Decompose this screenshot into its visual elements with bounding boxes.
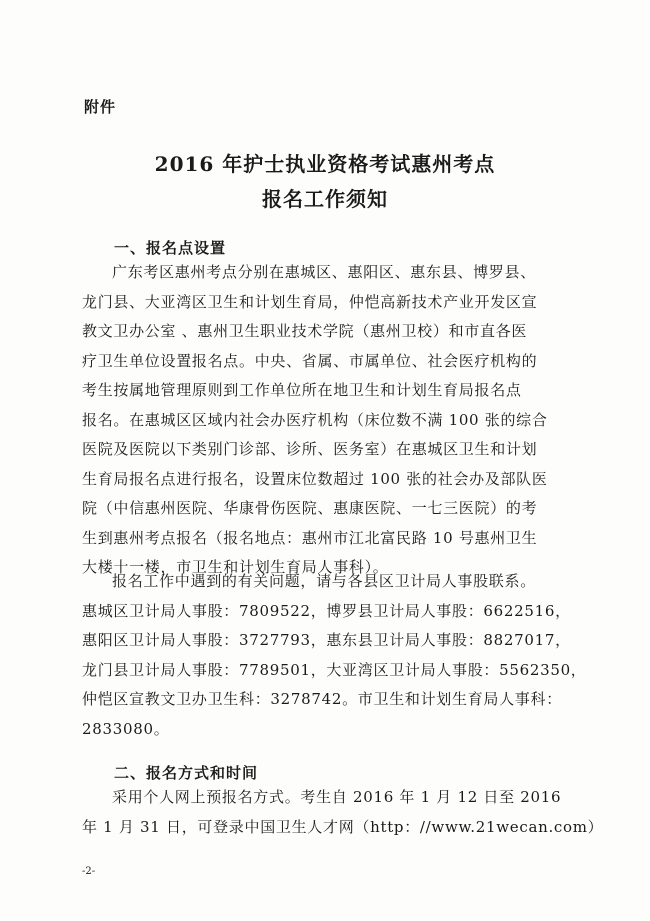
text-line: 院（中信惠州医院、华康骨伤医院、惠康医院、一七三医院）的考 bbox=[82, 499, 538, 517]
paragraph-contacts bbox=[82, 567, 587, 744]
text-line: 惠城区卫计局人事股：7809522，博罗县卫计局人事股：6622516， bbox=[82, 601, 571, 620]
text-line: 医院及医院以下类别门诊部、诊所、医务室）在惠城区卫生和计划 bbox=[82, 440, 538, 458]
text-line: 报名。在惠城区区域内社会办医疗机构（床位数不满 100 张的综合 bbox=[82, 410, 548, 429]
attachment-label: 附件 bbox=[84, 98, 117, 116]
document-title-line1: 2016 年护士执业资格考试惠州考点 bbox=[154, 152, 496, 176]
text-line: 采用个人网上预报名方式。考生自 2016 年 1 月 12 日至 2016 bbox=[112, 788, 562, 806]
text-line: 考生按属地管理原则到工作单位所在地卫生和计划生育局报名点 bbox=[82, 381, 522, 399]
document-title-line2: 报名工作须知 bbox=[262, 187, 388, 211]
text-line: 生育局报名点进行报名，设置床位数超过 100 张的社会办及部队医 bbox=[82, 469, 548, 488]
text-line: 年 1 月 31 日，可登录中国卫生人才网（http：//www.21wecan.com） bbox=[82, 817, 604, 836]
text-line: 龙门县、大亚湾区卫生和计划生育局，仲恺高新技术产业开发区宣 bbox=[82, 292, 538, 311]
paragraph-method-and-time bbox=[82, 783, 604, 842]
text-line: 仲恺区宣教文卫办卫生科：3278742。市卫生和计划生育局人事科： bbox=[82, 690, 562, 708]
text-line: 龙门县卫计局人事股：7789501，大亚湾区卫计局人事股：5562350， bbox=[82, 660, 587, 679]
page-number: -2- bbox=[82, 866, 96, 877]
paragraph-registration-points bbox=[82, 258, 582, 583]
text-line: 报名工作中遇到的有关问题，请与各县区卫计局人事股联系。 bbox=[112, 572, 536, 590]
text-line: 生到惠州考点报名（报名地点：惠州市江北富民路 10 号惠州卫生 bbox=[82, 528, 538, 547]
text-line: 疗卫生单位设置报名点。中央、省属、市属单位、社会医疗机构的 bbox=[82, 351, 538, 370]
section-heading-registration-points: 一、报名点设置 bbox=[114, 239, 227, 257]
text-line: 2833080。 bbox=[82, 719, 170, 738]
text-line: 惠阳区卫计局人事股：3727793，惠东县卫计局人事股：8827017， bbox=[82, 631, 571, 649]
text-line: 广东考区惠州考点分别在惠城区、惠阳区、惠东县、博罗县、 bbox=[112, 263, 536, 281]
text-line: 大楼十一楼，市卫生和计划生育局人事科）。 bbox=[82, 558, 389, 576]
section-heading-method-and-time: 二、报名方式和时间 bbox=[114, 764, 259, 782]
text-line: 教文卫办公室 、惠州卫生职业技术学院（惠州卫校）和市直各医 bbox=[82, 322, 528, 340]
